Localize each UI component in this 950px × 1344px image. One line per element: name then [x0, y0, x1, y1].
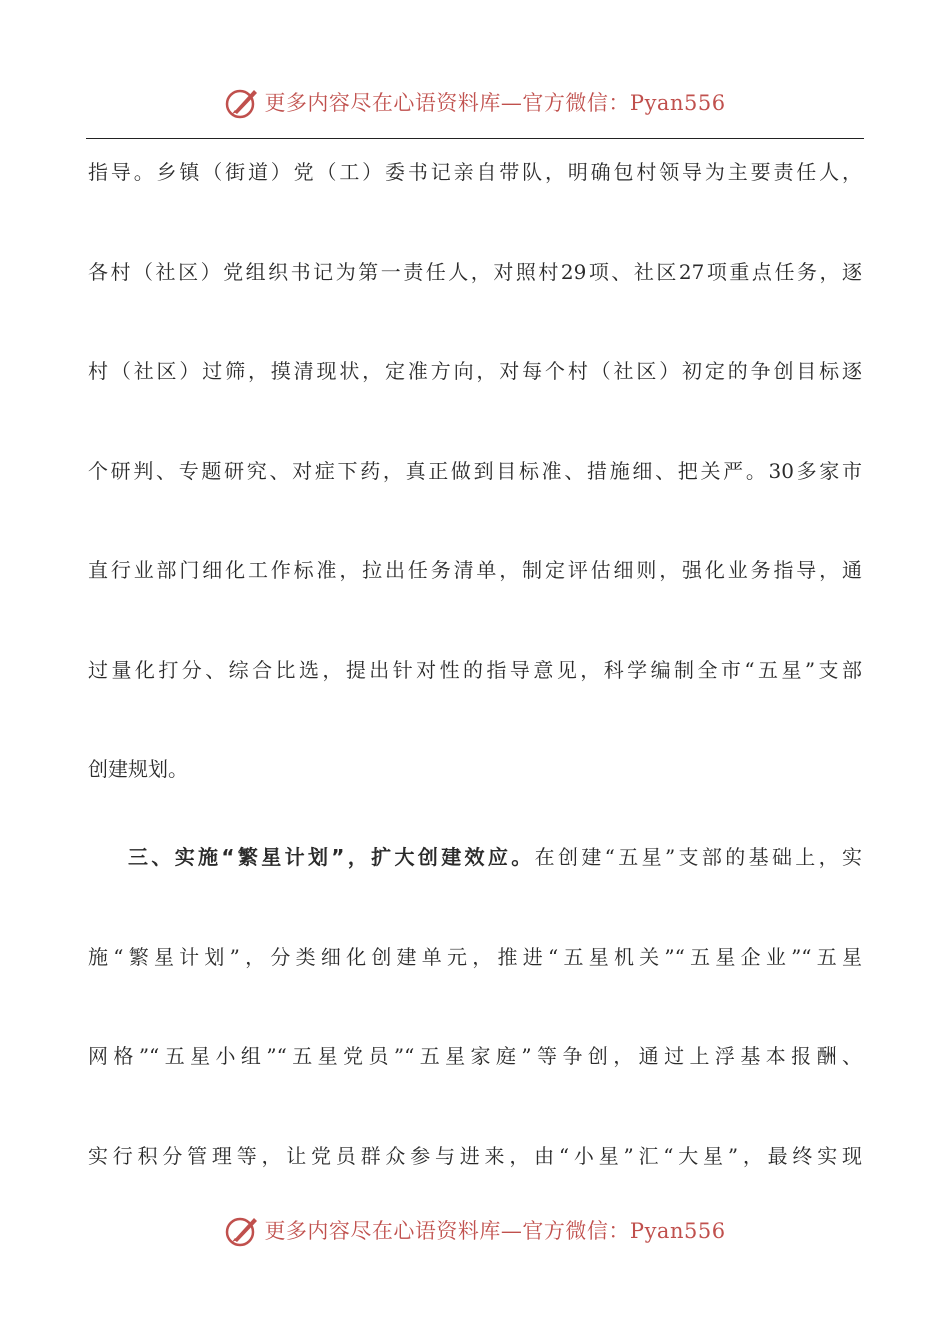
section-three-heading: 三、实施“繁星计划”，扩大创建效应。 — [128, 845, 535, 869]
section-three-text: 在创建“五星”支部的基础上，实 — [534, 845, 862, 869]
body-line: 创建规划。 — [88, 757, 188, 781]
body-line: 村（社区）过筛，摸清现状，定准方向，对每个村（社区）初定的争创目标逐 — [88, 359, 862, 383]
body-line: 直行业部门细化工作标准，拉出任务清单，制定评估细则，强化业务指导，通 — [88, 558, 862, 582]
footer-banner — [0, 1208, 950, 1252]
body-line: 网格”“五星小组”“五星党员”“五星家庭”等争创，通过上浮基本报酬、 — [88, 1044, 862, 1068]
header-banner-text: 更多内容尽在心语资料库—官方微信：Pyan556 — [264, 91, 726, 115]
footer-banner-text: 更多内容尽在心语资料库—官方微信：Pyan556 — [264, 1219, 726, 1243]
body-line: 个研判、专题研究、对症下药，真正做到目标准、措施细、把关严。30多家市 — [88, 459, 862, 483]
header-divider — [86, 138, 864, 139]
body-line: 各村（社区）党组织书记为第一责任人，对照村29项、社区27项重点任务，逐 — [88, 260, 862, 284]
section-three-first-line — [88, 843, 862, 871]
body-line: 施“繁星计划”，分类细化创建单元，推进“五星机关”“五星企业”“五星 — [88, 945, 862, 969]
body-line: 指导。乡镇（街道）党（工）委书记亲自带队，明确包村领导为主要责任人， — [88, 160, 862, 184]
header-banner — [0, 80, 950, 124]
body-line: 过量化打分、综合比选，提出针对性的指导意见，科学编制全市“五星”支部 — [88, 658, 862, 682]
quill-pen-logo-icon — [224, 1212, 260, 1248]
body-line: 实行积分管理等，让党员群众参与进来，由“小星”汇“大星”，最终实现 — [88, 1144, 862, 1168]
quill-pen-logo-icon — [224, 84, 260, 120]
